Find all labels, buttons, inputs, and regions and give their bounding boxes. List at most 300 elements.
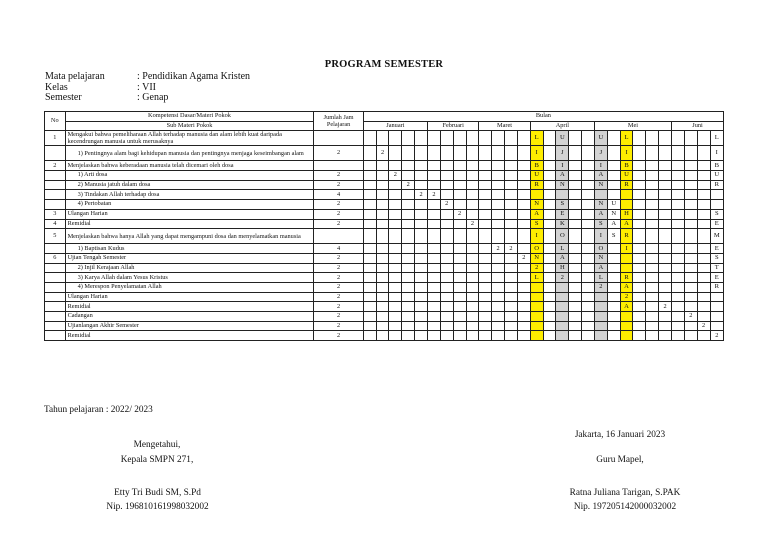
sub-materi-cell: 4) Merespon Penyelamatan Allah xyxy=(65,282,314,292)
program-table xyxy=(44,111,724,341)
meta-row-subject xyxy=(45,72,250,83)
week-cell xyxy=(389,321,402,331)
week-cell xyxy=(607,171,620,181)
week-cell xyxy=(659,253,672,263)
week-cell xyxy=(620,321,633,331)
table-row xyxy=(45,312,724,322)
vertical-label-letter: A xyxy=(594,171,607,181)
week-cell xyxy=(633,200,646,210)
row-number xyxy=(45,331,66,341)
week-cell xyxy=(479,302,492,312)
vertical-label-letter: R xyxy=(620,273,633,283)
jam-cell: 2 xyxy=(314,146,363,161)
week-cell xyxy=(415,219,428,229)
vertical-label-letter: S xyxy=(594,219,607,229)
week-cell xyxy=(594,292,607,302)
week-cell xyxy=(402,321,415,331)
week-cell xyxy=(517,312,530,322)
meta-label: Semester xyxy=(45,92,82,103)
week-cell xyxy=(376,331,389,341)
row-number: 6 xyxy=(45,253,66,263)
week-cell xyxy=(543,282,556,292)
week-cell xyxy=(569,244,582,254)
week-cell xyxy=(479,180,492,190)
week-cell xyxy=(415,209,428,219)
week-cell xyxy=(646,312,659,322)
week-cell xyxy=(672,131,685,146)
vertical-label-letter: H xyxy=(556,263,569,273)
week-cell xyxy=(543,292,556,302)
week-mark: 2 xyxy=(389,171,402,181)
week-cell xyxy=(376,161,389,171)
week-cell xyxy=(659,312,672,322)
week-cell xyxy=(659,282,672,292)
teacher-nip: Nip. 197205142000032002 xyxy=(573,502,677,512)
week-cell xyxy=(607,190,620,200)
week-cell xyxy=(710,200,723,210)
week-cell xyxy=(530,321,543,331)
week-cell xyxy=(530,312,543,322)
week-cell xyxy=(376,171,389,181)
row-number xyxy=(45,244,66,254)
week-cell xyxy=(697,273,710,283)
principal-title: Kepala SMPN 271, xyxy=(120,455,194,465)
document-meta xyxy=(45,72,250,104)
vertical-label-letter: S xyxy=(607,229,620,244)
week-cell xyxy=(607,321,620,331)
row-number xyxy=(45,180,66,190)
week-cell xyxy=(633,190,646,200)
week-cell xyxy=(440,292,453,302)
week-cell xyxy=(582,273,595,283)
week-cell xyxy=(710,321,723,331)
meta-value: : Pendidikan Agama Kristen xyxy=(137,71,251,82)
week-cell xyxy=(659,219,672,229)
week-cell xyxy=(659,229,672,244)
week-cell xyxy=(659,171,672,181)
week-cell xyxy=(479,253,492,263)
week-cell xyxy=(594,302,607,312)
week-cell xyxy=(543,321,556,331)
week-cell xyxy=(505,190,518,200)
week-cell xyxy=(389,161,402,171)
week-cell xyxy=(633,161,646,171)
week-cell xyxy=(633,131,646,146)
week-cell xyxy=(363,131,376,146)
week-cell xyxy=(466,171,479,181)
vertical-label-letter: E xyxy=(710,273,723,283)
week-cell xyxy=(363,321,376,331)
vertical-label-letter: U xyxy=(710,171,723,181)
meta-value: : VII xyxy=(137,81,156,93)
kompetensi-cell: Remidial xyxy=(65,331,314,341)
week-cell xyxy=(453,131,466,146)
table-row xyxy=(45,209,724,219)
week-cell xyxy=(427,161,440,171)
week-cell xyxy=(492,321,505,331)
week-cell xyxy=(363,331,376,341)
week-cell xyxy=(543,209,556,219)
week-cell xyxy=(582,200,595,210)
week-cell xyxy=(633,292,646,302)
week-cell xyxy=(440,321,453,331)
sub-materi-cell: 3) Karya Allah dalam Yesus Kristus xyxy=(65,273,314,283)
week-cell xyxy=(479,312,492,322)
header-row-months xyxy=(45,121,724,131)
week-cell xyxy=(505,171,518,181)
week-cell xyxy=(505,253,518,263)
week-cell xyxy=(569,263,582,273)
week-cell xyxy=(684,263,697,273)
week-cell xyxy=(543,146,556,161)
week-cell xyxy=(633,146,646,161)
week-cell xyxy=(466,253,479,263)
week-cell xyxy=(415,292,428,302)
week-cell xyxy=(492,190,505,200)
week-cell xyxy=(543,190,556,200)
week-cell xyxy=(684,180,697,190)
week-cell xyxy=(582,253,595,263)
week-cell xyxy=(697,302,710,312)
jam-cell: 2 xyxy=(314,331,363,341)
week-cell xyxy=(363,209,376,219)
row-number xyxy=(45,321,66,331)
week-cell xyxy=(517,180,530,190)
week-cell xyxy=(569,131,582,146)
week-cell xyxy=(672,161,685,171)
week-mark: 2 xyxy=(415,190,428,200)
week-cell xyxy=(530,282,543,292)
week-cell xyxy=(466,244,479,254)
week-cell xyxy=(505,331,518,341)
week-cell xyxy=(389,180,402,190)
week-cell xyxy=(427,131,440,146)
week-cell xyxy=(582,146,595,161)
week-mark: 2 xyxy=(492,244,505,254)
week-cell xyxy=(684,131,697,146)
week-cell xyxy=(389,190,402,200)
week-cell xyxy=(479,282,492,292)
week-cell xyxy=(505,161,518,171)
vertical-label-letter: J xyxy=(594,146,607,161)
week-cell xyxy=(543,131,556,146)
header-sub-materi: Sub Materi Pokok xyxy=(65,121,314,131)
table-row xyxy=(45,171,724,181)
week-cell xyxy=(440,282,453,292)
header-month-mei: Mei xyxy=(594,121,671,131)
sub-materi-cell: 3) Tindakan Allah terhadap dosa xyxy=(65,190,314,200)
week-cell xyxy=(440,302,453,312)
week-cell xyxy=(672,200,685,210)
week-cell xyxy=(517,219,530,229)
week-cell xyxy=(492,302,505,312)
week-cell xyxy=(466,282,479,292)
week-cell xyxy=(582,229,595,244)
week-cell xyxy=(427,263,440,273)
teacher-name: Ratna Juliana Tarigan, S.PAK xyxy=(569,488,681,498)
jam-cell: 2 xyxy=(314,263,363,273)
week-cell xyxy=(363,200,376,210)
week-cell xyxy=(517,292,530,302)
vertical-label-letter: S xyxy=(710,209,723,219)
week-cell xyxy=(389,302,402,312)
week-cell xyxy=(710,302,723,312)
vertical-label-letter: A xyxy=(530,209,543,219)
week-cell xyxy=(659,146,672,161)
week-cell xyxy=(479,131,492,146)
week-cell xyxy=(659,321,672,331)
week-cell xyxy=(376,200,389,210)
week-cell xyxy=(607,131,620,146)
week-cell xyxy=(569,273,582,283)
week-cell xyxy=(607,253,620,263)
vertical-label-letter: R xyxy=(620,180,633,190)
header-row xyxy=(45,112,724,122)
week-cell xyxy=(646,253,659,263)
week-cell xyxy=(389,253,402,263)
jam-cell: 2 xyxy=(314,171,363,181)
header-month-januari: Januari xyxy=(363,121,427,131)
week-cell xyxy=(505,219,518,229)
week-cell xyxy=(479,209,492,219)
week-cell xyxy=(543,302,556,312)
week-cell xyxy=(415,161,428,171)
week-cell xyxy=(633,273,646,283)
vertical-label-letter: A xyxy=(620,219,633,229)
week-cell xyxy=(466,321,479,331)
sub-materi-cell: 1) Arti dosa xyxy=(65,171,314,181)
row-number xyxy=(45,146,66,161)
week-cell xyxy=(517,161,530,171)
week-cell xyxy=(466,190,479,200)
week-cell xyxy=(646,292,659,302)
week-cell xyxy=(466,229,479,244)
week-cell xyxy=(569,171,582,181)
week-cell xyxy=(582,131,595,146)
week-cell xyxy=(363,263,376,273)
week-cell xyxy=(479,321,492,331)
week-mark: 2 xyxy=(440,200,453,210)
week-cell xyxy=(376,273,389,283)
vertical-label-letter: E xyxy=(556,209,569,219)
table-row xyxy=(45,244,724,254)
kompetensi-cell: Menjelaskan bahwa hanya Allah yang dapat mengampuni dosa dan menyelamatkan manusia xyxy=(65,229,314,244)
header-jam-line2: Pelajaran xyxy=(326,121,351,129)
week-cell xyxy=(517,146,530,161)
week-cell xyxy=(453,200,466,210)
week-cell xyxy=(402,171,415,181)
week-cell xyxy=(363,302,376,312)
week-cell xyxy=(659,200,672,210)
week-cell xyxy=(646,146,659,161)
week-cell xyxy=(672,209,685,219)
header-no: No xyxy=(45,112,66,131)
week-cell xyxy=(594,321,607,331)
week-cell xyxy=(659,209,672,219)
vertical-label-letter: E xyxy=(710,219,723,229)
week-cell xyxy=(607,302,620,312)
week-cell xyxy=(517,282,530,292)
week-cell xyxy=(415,200,428,210)
week-cell xyxy=(672,244,685,254)
week-cell xyxy=(492,131,505,146)
week-cell xyxy=(453,190,466,200)
header-kompetensi: Kompetensi Dasar/Materi Pokok xyxy=(65,112,314,122)
table-row xyxy=(45,273,724,283)
week-cell xyxy=(492,229,505,244)
week-cell xyxy=(582,282,595,292)
week-cell xyxy=(517,229,530,244)
table-row xyxy=(45,180,724,190)
vertical-label-letter: U xyxy=(594,131,607,146)
week-cell xyxy=(684,209,697,219)
row-number: 4 xyxy=(45,219,66,229)
table-row xyxy=(45,190,724,200)
week-cell xyxy=(415,263,428,273)
week-cell xyxy=(646,161,659,171)
week-cell xyxy=(415,171,428,181)
row-number xyxy=(45,190,66,200)
vertical-label-letter: N xyxy=(556,180,569,190)
week-cell xyxy=(569,219,582,229)
vertical-label-letter: A xyxy=(607,219,620,229)
week-cell xyxy=(569,302,582,312)
week-cell xyxy=(389,131,402,146)
week-cell xyxy=(697,209,710,219)
week-cell xyxy=(607,146,620,161)
vertical-label-letter: B xyxy=(710,161,723,171)
week-cell xyxy=(620,200,633,210)
week-cell xyxy=(543,200,556,210)
week-cell xyxy=(569,321,582,331)
week-cell xyxy=(646,200,659,210)
table-row xyxy=(45,219,724,229)
week-cell xyxy=(427,302,440,312)
week-cell xyxy=(672,180,685,190)
week-cell xyxy=(415,131,428,146)
week-cell xyxy=(363,190,376,200)
week-cell xyxy=(492,263,505,273)
week-cell xyxy=(389,282,402,292)
week-cell xyxy=(633,244,646,254)
table-row xyxy=(45,131,724,146)
table-row xyxy=(45,229,724,244)
meta-row-semester xyxy=(45,93,250,104)
week-cell xyxy=(517,321,530,331)
week-cell xyxy=(530,331,543,341)
week-cell xyxy=(659,331,672,341)
week-cell xyxy=(389,209,402,219)
vertical-label-letter: O xyxy=(556,229,569,244)
vertical-label-letter: R xyxy=(710,282,723,292)
week-cell xyxy=(646,282,659,292)
row-number xyxy=(45,292,66,302)
week-mark: 2 xyxy=(466,219,479,229)
week-cell xyxy=(505,229,518,244)
week-cell xyxy=(505,273,518,283)
week-cell xyxy=(376,302,389,312)
week-cell xyxy=(672,273,685,283)
week-cell xyxy=(517,209,530,219)
vertical-label-letter: H xyxy=(620,209,633,219)
sub-materi-cell: 2) Injil Kerajaan Allah xyxy=(65,263,314,273)
week-cell xyxy=(389,244,402,254)
week-cell xyxy=(659,131,672,146)
week-cell xyxy=(633,180,646,190)
week-cell xyxy=(710,312,723,322)
meta-value: : Genap xyxy=(137,92,169,103)
week-cell xyxy=(697,292,710,302)
week-cell xyxy=(684,302,697,312)
week-cell xyxy=(453,253,466,263)
kompetensi-cell: Ulangan Harian xyxy=(65,292,314,302)
week-cell xyxy=(402,282,415,292)
meta-label: Kelas xyxy=(45,81,68,93)
week-cell xyxy=(453,302,466,312)
jam-cell: 2 xyxy=(314,302,363,312)
week-cell xyxy=(672,146,685,161)
week-cell xyxy=(453,180,466,190)
week-cell xyxy=(415,312,428,322)
week-cell xyxy=(453,292,466,302)
week-cell xyxy=(440,312,453,322)
week-cell xyxy=(517,200,530,210)
week-cell xyxy=(543,161,556,171)
teacher-role: Guru Mapel, xyxy=(596,455,644,465)
week-cell xyxy=(582,244,595,254)
week-cell xyxy=(543,331,556,341)
week-cell xyxy=(646,131,659,146)
week-cell xyxy=(402,302,415,312)
week-cell xyxy=(402,229,415,244)
kompetensi-cell: Ujianlangan Akhir Semester xyxy=(65,321,314,331)
week-cell xyxy=(453,321,466,331)
week-cell xyxy=(440,253,453,263)
week-cell xyxy=(479,263,492,273)
week-cell xyxy=(710,190,723,200)
week-cell xyxy=(466,273,479,283)
week-cell xyxy=(697,131,710,146)
kompetensi-cell: Mengakui bahwa pemeliharaan Allah terhadap manusia dan alam lebih kuat daripada kecendrungan manusia untuk merusaknya xyxy=(65,131,314,146)
week-cell xyxy=(556,190,569,200)
week-cell xyxy=(633,302,646,312)
week-mark: 2 xyxy=(684,312,697,322)
vertical-label-letter: N xyxy=(530,253,543,263)
week-cell xyxy=(363,253,376,263)
week-cell xyxy=(415,180,428,190)
vertical-label-letter: T xyxy=(710,263,723,273)
vertical-label-letter: A xyxy=(620,282,633,292)
week-cell xyxy=(633,219,646,229)
week-cell xyxy=(440,146,453,161)
week-cell xyxy=(479,229,492,244)
week-cell xyxy=(607,292,620,302)
week-cell xyxy=(453,219,466,229)
week-cell xyxy=(427,146,440,161)
week-cell xyxy=(453,312,466,322)
week-cell xyxy=(505,321,518,331)
week-mark: 2 xyxy=(594,282,607,292)
week-cell xyxy=(440,219,453,229)
week-cell xyxy=(633,331,646,341)
row-number xyxy=(45,200,66,210)
week-cell xyxy=(466,180,479,190)
table-row xyxy=(45,146,724,161)
week-cell xyxy=(479,331,492,341)
week-cell xyxy=(505,263,518,273)
week-cell xyxy=(684,200,697,210)
week-cell xyxy=(582,292,595,302)
